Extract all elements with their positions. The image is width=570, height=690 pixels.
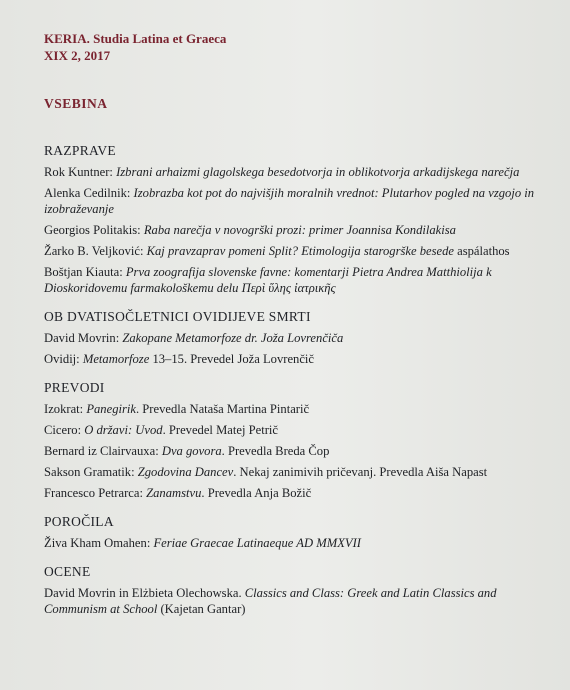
section-title: OB DVATISOČLETNICI OVIDIJEVE SMRTI (44, 309, 311, 324)
section-ocene (44, 563, 544, 617)
journal-name: KERIA. Studia Latina et Graeca (44, 31, 227, 46)
entry-author: Francesco Petrarca: (44, 486, 147, 500)
toc-entry (44, 222, 544, 238)
entry-suffix: aspálathos (453, 244, 510, 258)
section-title: RAZPRAVE (44, 143, 116, 158)
toc-entry (44, 164, 544, 180)
toc-entry (44, 264, 544, 296)
entry-title: Panegirik (86, 402, 136, 416)
entry-author: Alenka Cedilnik: (44, 186, 134, 200)
entry-author: Sakson Gramatik: (44, 465, 138, 479)
entry-suffix: . Prevedla Anja Božič (201, 486, 312, 500)
contents-title: VSEBINA (44, 96, 108, 111)
section-title: PREVODI (44, 380, 105, 395)
entry-suffix: 13–15. Prevedel Joža Lovrenčič (149, 352, 315, 366)
entry-author: Boštjan Kiauta: (44, 265, 126, 279)
entry-title: Kaj pravzaprav pomeni Split? Etimologija starogrške besede (146, 244, 454, 258)
section-title: POROČILA (44, 514, 114, 529)
journal-issue: XIX 2, 2017 (44, 48, 111, 63)
entry-title: Metamorfoze (82, 352, 150, 366)
toc-entry (44, 464, 544, 480)
toc-entry (44, 485, 544, 501)
journal-header (44, 30, 226, 64)
entry-author: Bernard iz Clairvauxa: (44, 444, 162, 458)
section-title: OCENE (44, 564, 91, 579)
section-porocila (44, 513, 544, 551)
toc-entry (44, 585, 544, 617)
toc-entry (44, 185, 544, 217)
entry-title: Zgodovina Dancev (137, 465, 234, 479)
entry-title: Dva govora (161, 444, 222, 458)
entry-author: Živa Kham Omahen: (44, 536, 154, 550)
entry-suffix: . Nekaj zanimivih pričevanj. Prevedla Aiša Napast (233, 465, 488, 479)
toc-entry (44, 243, 544, 259)
section-prevodi (44, 379, 544, 501)
entry-author: Cicero: (44, 423, 85, 437)
toc-entry (44, 351, 544, 367)
entry-title: O državi: Uvod (84, 423, 163, 437)
entry-title: Raba narečja v novogrški prozi: primer Joannisa Kondilakisa (143, 223, 456, 237)
entry-suffix: (Kajetan Gantar) (157, 602, 246, 616)
entry-author: David Movrin: (44, 331, 123, 345)
section-razprave (44, 142, 544, 296)
entry-author: David Movrin in Elżbieta Olechowska. (44, 586, 245, 600)
entry-title: Izbrani arhaizmi glagolskega besedotvorja in oblikotvorja arkadijskega narečja (116, 165, 520, 179)
entry-author: Georgios Politakis: (44, 223, 144, 237)
entry-title: Zakopane Metamorfoze dr. Joža Lovrenčiča (122, 331, 344, 345)
toc-entry (44, 535, 544, 551)
toc-entry (44, 443, 544, 459)
entry-title: Zanamstvu (146, 486, 202, 500)
entry-title: Prva zoografija slovenske favne: komentarji Pietra Andrea Matthiolija k Dioskoridovemu farmakološkemu delu Περὶ ὕλης ἰατρικῆς (44, 265, 492, 295)
toc-entry (44, 330, 544, 346)
entry-title: Classics and Class: Greek and Latin Classics and Communism at School (44, 586, 497, 616)
entry-suffix: . Prevedel Matej Petrič (162, 423, 278, 437)
section-ovid-anniversary (44, 308, 544, 367)
entry-suffix: . Prevedla Breda Čop (221, 444, 330, 458)
entry-title: Feriae Graecae Latinaeque AD MMXVII (153, 536, 361, 550)
entry-author: Izokrat: (44, 402, 87, 416)
table-of-contents (44, 142, 544, 625)
entry-title: Izobrazba kot pot do najvišjih moralnih vrednot: Plutarhov pogled na vzgojo in izobraževanje (44, 186, 535, 216)
entry-author: Žarko B. Veljković: (44, 244, 147, 258)
entry-author: Rok Kuntner: (44, 165, 117, 179)
toc-entry (44, 422, 544, 438)
entry-author: Ovidij: (44, 352, 83, 366)
toc-entry (44, 401, 544, 417)
entry-suffix: . Prevedla Nataša Martina Pintarič (135, 402, 310, 416)
